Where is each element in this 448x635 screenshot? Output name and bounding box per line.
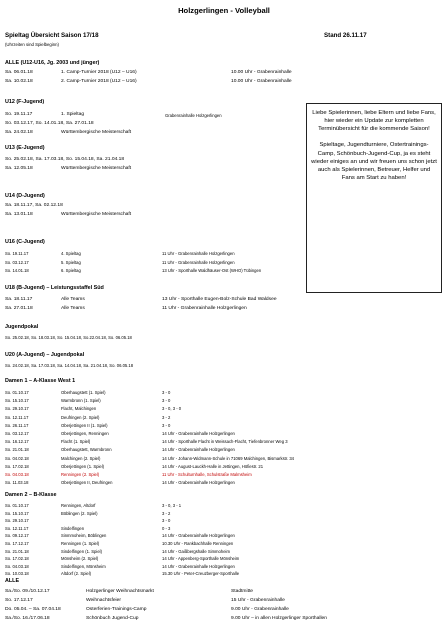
page-title: Holzgerlingen - Volleyball	[178, 6, 270, 15]
row-date: So. 14.01.18	[5, 268, 29, 273]
row-dates: So. 24.02.18, Sa. 17.03.18, Sa. 14.04.18, Sa. 21.04.18, So. 06.05.18	[5, 363, 134, 368]
row-place: 14 Uhr - Johann-Widmann-Schule in 71069 Malchingen, Bismarkstr. 34	[162, 455, 294, 461]
row-date: Sa. 18.11.17	[5, 297, 33, 302]
info-paragraph-2: Spieltage, Jugendturniere, Ostertrainings-Camp, Schönbuch-Jugend-Cup, ja es steht wieder einiges an und wir freuen uns schon jetzt auch als Spielerinnen, Betreuer, Helfer und Fans am Start zu haben!	[311, 142, 437, 182]
row-date: So. 03.12.17	[5, 431, 29, 436]
row-date: So. 11.03.18	[5, 480, 29, 486]
row-place: 14 Uhr - Appenberg-Sporthalle Mönsheim	[162, 556, 240, 562]
row-event: Sinmmoheim, Böblingen	[61, 533, 107, 539]
section-heading-u12: U12 (F-Jugend)	[5, 99, 45, 105]
row-event: Alle Teams	[61, 306, 85, 311]
info-paragraph-1: Liebe Spielerinnen, liebe Eltern und liebe Fans, hier wieder ein Update zur kompletten Terminübersicht für die kommende Saison!	[312, 110, 436, 133]
row-place: 11 Uhr - Grabenrainhalle Holzgerlingen	[162, 306, 247, 311]
row-event: Osterferien-Trainings-Camp	[86, 607, 147, 612]
row-event: Altdorf (2. Spiel)	[61, 571, 92, 577]
row-event: Sindelfingen	[61, 525, 85, 531]
row-event: Oberhaugstett (1. Spiel)	[61, 390, 106, 395]
row-date: So. 03.12.17, So. 14.01.18, Sa. 27.01.18	[5, 121, 94, 126]
section-heading-u20: U20 (A-Jugend) – Jugendpokal	[5, 352, 85, 358]
section-heading-jugendpokal: Jugendpokal	[5, 324, 39, 330]
row-date: Sa./So. 16./17.06.18	[5, 616, 50, 621]
row-place: 13 Uhr - Sporthalle Waldhäuser-Ost (WHO) Tübingen	[162, 268, 262, 273]
row-date: So. 21.01.18	[5, 548, 29, 554]
row-date: So. 01.10.17	[5, 503, 29, 508]
row-event: 2. Camp-Turnier 2018 (U12 – U16)	[61, 79, 137, 84]
row-event: 6. Spieltag	[61, 268, 81, 273]
row-place: 3 - 0, 3 - 0	[162, 406, 182, 412]
row-event: Alle Teams	[61, 297, 85, 302]
row-place: 13 Uhr - Sporthalle Eugen-Bolz-Schule Bad Waldsee	[162, 297, 277, 302]
row-place: 14 Uhr - Grabenrainhalle Holzgerlingen	[162, 431, 235, 436]
row-event: Malchingen (2. Spiel)	[61, 455, 101, 461]
time-note: (Uhrzeiten sind Spielbeginn)	[5, 42, 59, 47]
row-event: Mönsheim (2. Spiel)	[61, 556, 99, 562]
row-date: So. 12.11.17	[5, 414, 29, 420]
row-event: Deufringen (2. Spiel)	[61, 414, 100, 420]
row-date: Sa. 24.02.18	[5, 130, 33, 135]
row-date: So. 04.03.18	[5, 472, 29, 477]
row-date: So. 16.12.17	[5, 439, 29, 445]
row-place: 0 - 3	[162, 525, 171, 531]
section-heading-u13: U13 (E-Jugend)	[5, 145, 45, 151]
row-place: Grabenrainhalle Holzgerlingen	[165, 113, 222, 118]
row-event: Oberjettingen (1. Spiel)	[61, 463, 105, 469]
row-date: So. 03.12.17	[5, 260, 29, 265]
row-date: Sa. 06.01.18	[5, 70, 33, 75]
row-date: So. 29.10.17	[5, 406, 29, 412]
row-date: So. 29.10.17	[5, 518, 29, 524]
row-date: Sa. 27.01.18	[5, 306, 33, 311]
row-date: Sa. 18.11.17, Sa. 02.12.18	[5, 203, 63, 208]
row-date: So. 15.10.17	[5, 510, 29, 516]
row-place: 15 Uhr - Grabenrainhalle	[231, 598, 285, 603]
row-place: 11 Uhr - Grabenrainhalle Holzgerlingen	[162, 260, 235, 265]
row-date: So. 04.02.18	[5, 455, 29, 461]
row-date: So. 09.12.17	[5, 533, 29, 539]
info-box	[306, 103, 442, 293]
row-place: 3 - 0	[162, 518, 171, 524]
row-event: Württembergische Meisterschaft	[61, 130, 132, 135]
row-place: 14 Uhr - Grabenrainhalle Holzgerlingen	[162, 533, 235, 539]
section-heading-alle: ALLE	[5, 578, 20, 584]
row-dates: So. 25.02.18, So. 18.03.18, So. 15.04.18, So.22.04.18, So. 06.05.18	[5, 335, 132, 340]
row-date: Do. 05.04. – Sa. 07.04.18	[5, 607, 61, 612]
row-date: So. 19.11.17	[5, 251, 29, 256]
subtitle: Spieltag Übersicht Saison 17/18	[5, 32, 99, 39]
row-date: So. 04.03.18	[5, 563, 29, 569]
row-event: Schönbuch Jugend-Cup	[86, 616, 139, 621]
row-date: So. 26.11.17	[5, 422, 29, 428]
row-place: 10.30 Uhr - Rankbachhalle Renningen	[162, 541, 234, 546]
row-date: So. 25.02.18, Sa. 17.03.18, So. 15.04.18, Sa. 21.04.18	[5, 157, 125, 162]
section-heading-alle-jugend: ALLE (U12-U16, Jg. 2003 und jünger)	[5, 60, 100, 66]
row-place: 10.00 Uhr - Grabenrainhalle	[231, 70, 292, 75]
section-heading-damen-1: Damen 1 – A-Klasse West 1	[5, 378, 76, 384]
row-event: Renningen (1. Spiel)	[61, 541, 100, 546]
row-place: Stadtmitte	[231, 589, 254, 594]
row-date: So. 10.03.18	[5, 571, 29, 577]
row-date: So. 19.11.17	[5, 112, 33, 117]
row-event: Flacht (1. Spiel)	[61, 439, 91, 445]
row-date: Sa. 13.01.18	[5, 212, 33, 217]
row-place: 9.00 Uhr - Grabenrainhalle	[231, 607, 289, 612]
row-place: 15.30 Uhr - Peter-Creuzberger-Sporthalle	[162, 571, 240, 577]
section-heading-damen-2: Damen 2 – B-Klasse	[5, 492, 57, 498]
row-place: 14 Uhr - Sporthalle Flacht in Weissach-Flacht, Tiefenbronner Weg 3	[162, 439, 288, 445]
row-event: Oberhaugstett, Warmbronn	[61, 447, 112, 453]
section-heading-u14: U14 (D-Jugend)	[5, 193, 45, 199]
row-place: 11 Uhr - Grabenrainhalle Holzgerlingen	[162, 251, 235, 256]
row-event: Sindelfingen (1. Spiel)	[61, 548, 102, 554]
row-date: So. 21.01.18	[5, 447, 29, 453]
row-place: 3 - 2	[162, 414, 171, 420]
row-date: So. 15.10.17	[5, 398, 29, 404]
row-place: 14 Uhr - Grabenrainhalle Holzgerlingen	[162, 563, 235, 569]
row-date: So. 17.02.18	[5, 463, 29, 469]
row-event: 1. Camp-Turnier 2018 (U12 – U16)	[61, 70, 137, 75]
row-event: Renningen, Altdorf	[61, 503, 96, 508]
section-heading-u18: U18 (B-Jugend) – Leistungsstaffel Süd	[5, 285, 104, 291]
row-event: Württembergische Meisterschaft	[61, 166, 132, 171]
row-event: Oberjettingen II, Deufringen	[61, 480, 113, 486]
stand-date: Stand 26.11.17	[324, 32, 367, 39]
row-event: Oberjettingen, Renningen	[61, 431, 109, 436]
row-place: 3 - 0	[162, 422, 171, 428]
row-place: 14 Uhr - Gaißbergshalle Simmoheim	[162, 548, 230, 554]
row-date: Sa./So. 09./10.12.17	[5, 589, 50, 594]
row-place: 3 - 0, 3 - 1	[162, 503, 182, 508]
row-event: Böblingen (2. Spiel)	[61, 510, 98, 516]
row-place: 9.00 Uhr – in allen Holzgerlinger Sporthallen	[231, 616, 327, 621]
row-event: 4. Spieltag	[61, 251, 81, 256]
row-event: Warmbronn (1. Spiel)	[61, 398, 101, 404]
row-event: Sindelfingen, Mönsheim	[61, 563, 106, 569]
row-event: 1. Spieltag	[61, 112, 85, 117]
row-event: Weihnachtsfeier	[86, 598, 121, 603]
row-date: So. 01.10.17	[5, 390, 29, 395]
row-event: Holzgerlinger Weihnachtsmarkt	[86, 589, 154, 594]
row-event: 5. Spieltag	[61, 260, 81, 265]
row-place: 3 - 2	[162, 510, 171, 516]
row-date: Sa. 10.02.18	[5, 79, 33, 84]
row-place: 3 - 0	[162, 398, 171, 404]
row-place: 3 - 0	[162, 390, 171, 395]
row-place: 14 Uhr - August-Lauckh-Halle in Jettingen, Höfiestr. 21	[162, 463, 264, 469]
row-date: So. 12.11.17	[5, 525, 29, 531]
row-date: Sa. 12.05.18	[5, 166, 33, 171]
row-date: So. 17.02.18	[5, 556, 29, 562]
section-heading-u16: U16 (C-Jugend)	[5, 239, 45, 245]
row-place: 14 Uhr - Grabenrainhalle Holzgerlingen	[162, 447, 235, 453]
row-place: 11 Uhr - Schulturnhalle, Schulstraße Malmsheim	[162, 472, 252, 477]
row-event: Renningen (2. Spiel)	[61, 472, 100, 477]
row-date: So. 17.12.17	[5, 541, 29, 546]
row-date: So. 17.12.17	[5, 598, 33, 603]
row-event: Württembergische Meisterschaft	[61, 212, 132, 217]
row-place: 10.00 Uhr - Grabenrainhalle	[231, 79, 292, 84]
row-event: Flacht, Malchingen	[61, 406, 97, 412]
row-event: Oberjettingen II (1. Spiel)	[61, 422, 108, 428]
row-place: 14 Uhr - Grabenrainhalle Holzgerlingen	[162, 480, 235, 486]
